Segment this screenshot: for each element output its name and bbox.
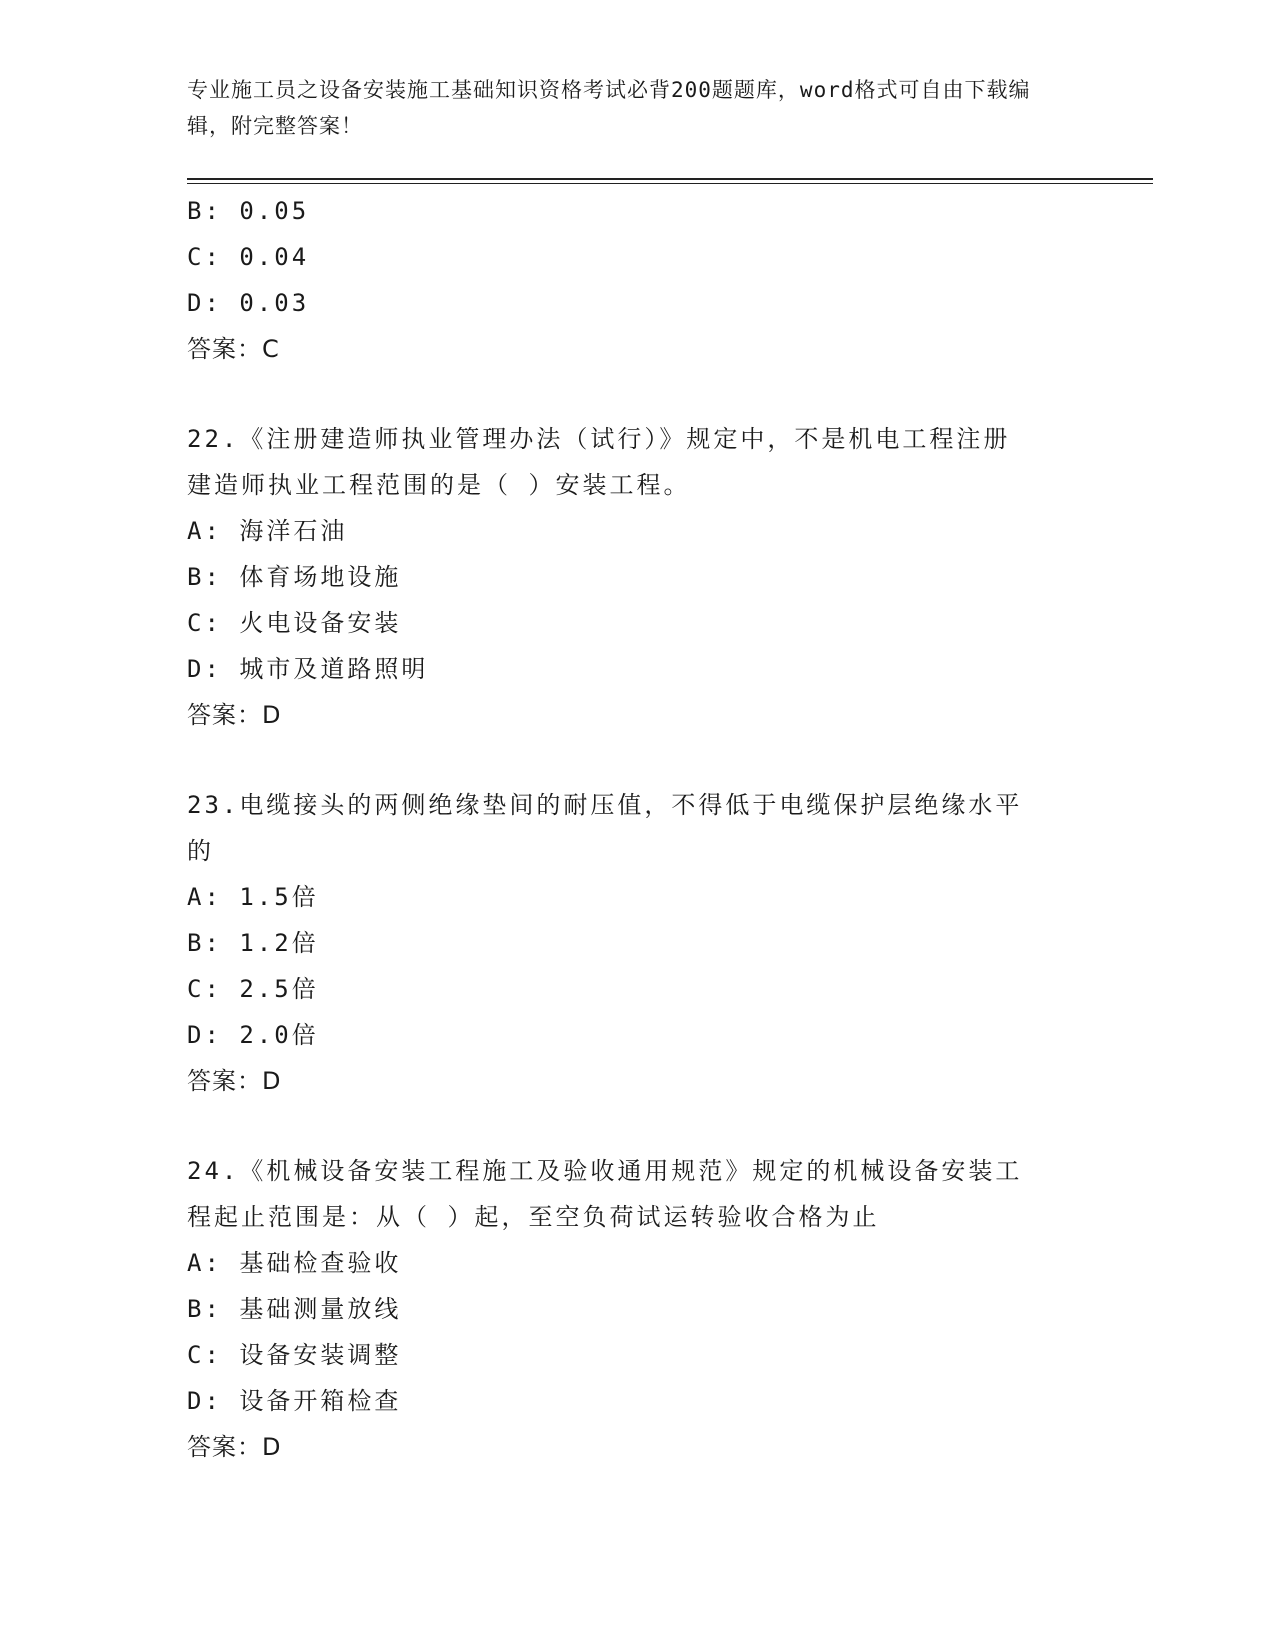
option-b: B: 1.2倍	[187, 929, 319, 957]
question-stem: 的	[187, 837, 214, 865]
document-header: 专业施工员之设备安装施工基础知识资格考试必背200题题库，word格式可自由下载编辑，附完整答案！	[187, 78, 1031, 138]
answer: 答案：D	[187, 1067, 282, 1095]
header-rule	[187, 178, 1153, 180]
header-rule-thin	[187, 183, 1153, 184]
previous-question-tail	[187, 188, 1087, 372]
option-b: B: 0.05	[187, 197, 310, 225]
question-stem: 建造师执业工程范围的是（ ）安装工程。	[187, 471, 691, 499]
question-stem: 程起止范围是：从（ ）起，至空负荷试运转验收合格为止	[187, 1203, 880, 1231]
option-a: A: 1.5倍	[187, 883, 319, 911]
option-b: B: 基础测量放线	[187, 1295, 402, 1323]
option-a: A: 海洋石油	[187, 517, 348, 545]
question-stem: 22.《注册建造师执业管理办法（试行）》规定中，不是机电工程注册	[187, 425, 1011, 453]
question-stem: 24.《机械设备安装工程施工及验收通用规范》规定的机械设备安装工	[187, 1157, 1023, 1185]
option-b: B: 体育场地设施	[187, 563, 402, 591]
option-c: C: 2.5倍	[187, 975, 319, 1003]
answer: 答案：D	[187, 701, 282, 729]
option-c: C: 火电设备安装	[187, 609, 402, 637]
answer: 答案：C	[187, 335, 280, 363]
answer: 答案：D	[187, 1433, 282, 1461]
question-stem: 23.电缆接头的两侧绝缘垫间的耐压值，不得低于电缆保护层绝缘水平	[187, 791, 1023, 819]
question-content	[187, 188, 1087, 1470]
option-d: D: 城市及道路照明	[187, 655, 429, 683]
question-24	[187, 1148, 1087, 1470]
option-d: D: 0.03	[187, 289, 310, 317]
option-d: D: 2.0倍	[187, 1021, 319, 1049]
option-c: C: 设备安装调整	[187, 1341, 402, 1369]
question-23	[187, 782, 1087, 1104]
option-d: D: 设备开箱检查	[187, 1387, 402, 1415]
option-a: A: 基础检查验收	[187, 1249, 402, 1277]
option-c: C: 0.04	[187, 243, 310, 271]
question-22	[187, 416, 1087, 738]
